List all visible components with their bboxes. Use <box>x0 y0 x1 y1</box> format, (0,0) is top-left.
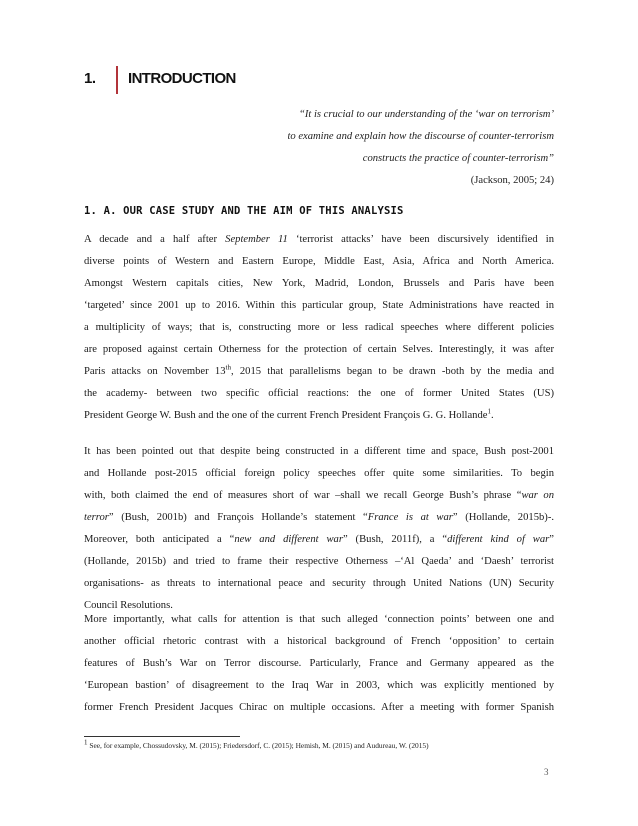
footnote <box>84 738 429 750</box>
footnote-reference: 1 <box>487 407 491 416</box>
text-line: Paris attacks on November 13th, 2015 that parallelisms began to be drawn -both by the media and <box>84 363 554 377</box>
text-line: a multiplicity of ways; that is, constructing more or less radical speeches where different policies <box>84 322 554 333</box>
text-line: Moreover, both anticipated a “new and different war” (Bush, 2011f), a “different kind of war” <box>84 534 554 545</box>
text-line: the academy- between two specific official reactions: the one of former United States (US) <box>84 388 554 399</box>
text-line: features of Bush’s War on Terror discourse. Particularly, France and Germany appeared as the <box>84 658 554 669</box>
text-line: diverse points of Western and Eastern Europe, Middle East, Asia, Africa and North America. <box>84 256 554 267</box>
footnote-text: See, for example, Chossudovsky, M. (2015); Friedersdorf, C. (2015); Hemish, M. (2015) and Audureau, W. (2015) <box>87 741 429 750</box>
footnote-divider <box>84 736 240 737</box>
text-line: ‘European bastion’ of disagreement to the Iraq War in 2003, which was explicitly mentioned by <box>84 680 554 691</box>
text-line: terror” (Bush, 2001b) and François Hollande’s statement “France is at war” (Hollande, 2015b)-. <box>84 512 554 523</box>
text-line: with, both claimed the end of measures short of war –shall we recall George Bush’s phrase “war on <box>84 490 555 501</box>
text-line: former French President Jacques Chirac on multiple occasions. After a meeting with former Spanish <box>84 702 554 713</box>
text-line: It has been pointed out that despite being constructed in a different time and space, Bush post-2001 <box>84 446 554 457</box>
section-title: INTRODUCTION <box>128 70 236 87</box>
text-line: (Hollande, 2015b) and tried to frame their respective Otherness –‘Al Qaeda’ and ‘Daesh’ terrorist <box>84 556 554 567</box>
section-number: 1. <box>84 70 96 87</box>
text-line: ‘targeted’ since 2001 up to 2016. Within this particular group, State Administrations have reacted in <box>84 300 554 311</box>
epigraph <box>287 104 554 192</box>
paragraph-2 <box>84 441 554 617</box>
text-line: Amongst Western capitals cities, New York, Madrid, London, Brussels and Paris have been <box>84 278 554 289</box>
epigraph-line: to examine and explain how the discourse of counter-terrorism <box>287 131 554 142</box>
text-line: A decade and a half after September 11 ‘terrorist attacks’ have been discursively identified in <box>84 234 554 245</box>
epigraph-line: constructs the practice of counter-terrorism” <box>362 153 554 164</box>
page-number: 3 <box>544 767 549 777</box>
text-line: are proposed against certain Otherness for the protection of certain Selves. Interestingly, it was after <box>84 344 554 355</box>
text-line: More importantly, what calls for attention is that such alleged ‘connection points’ between one and <box>84 614 554 625</box>
heading-accent-bar <box>116 66 118 94</box>
epigraph-citation: (Jackson, 2005; 24) <box>470 175 554 186</box>
epigraph-line: “It is crucial to our understanding of the ‘war on terrorism’ <box>298 109 554 120</box>
subsection-heading: 1. A. OUR CASE STUDY AND THE AIM OF THIS ANALYSIS <box>84 205 404 217</box>
text-line: organisations- as threats to international peace and security through United Nations (UN) Security <box>84 578 554 589</box>
footnote-mark: 1 <box>84 738 88 747</box>
text-line: President George W. Bush and the one of the current French President François G. G. Hollande$^1$. <box>84 407 494 421</box>
text-line: another official rhetoric contrast with a historical background of French ‘opposition’ to certain <box>84 636 554 647</box>
text-line: Council Resolutions. <box>84 600 173 611</box>
paragraph-1 <box>84 229 554 427</box>
paragraph-3 <box>84 609 554 719</box>
text-line: and Hollande post-2015 official foreign policy speeches offer quite some similarities. To begin <box>84 468 554 479</box>
